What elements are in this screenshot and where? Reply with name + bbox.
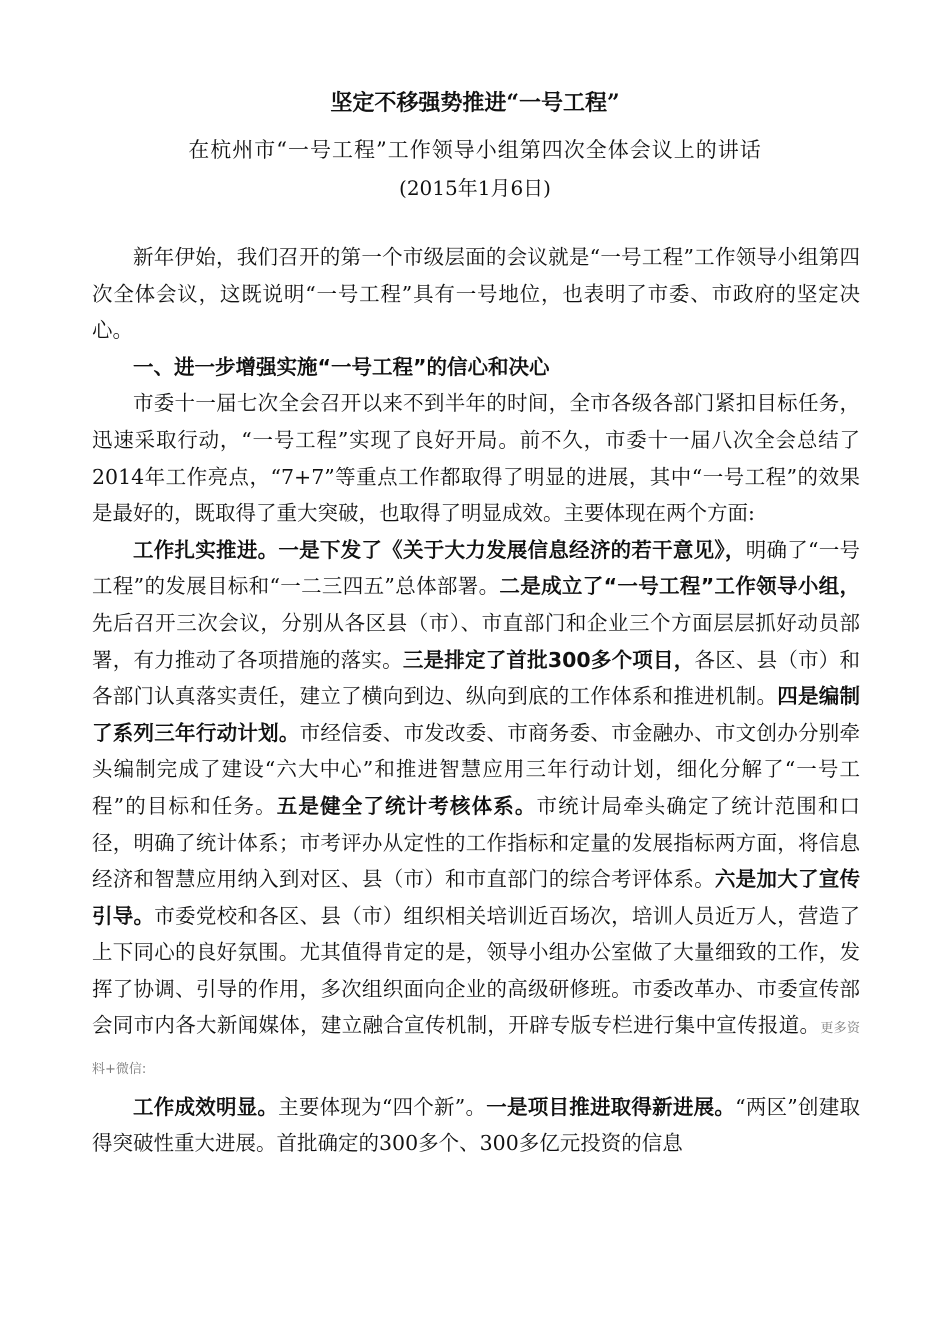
overview-paragraph: 市委十一届七次全会召开以来不到半年的时间，全市各级各部门紧扣目标任务，迅速采取行动，“一号工程”实现了良好开局。前不久，市委十一届八次全会总结了2014年工作亮点，“7+7”等重点工作都取得了明显的进展，其中“一号工程”的效果是最好的，既取得了重大突破，也取得了明显成效。主要体现在两个方面: — [92, 391, 860, 526]
point-text: 明确了“一号工程”的发展目标和“一二三四五”总体部署。 — [92, 537, 861, 599]
point-title: 五是健全了统计考核体系。 — [276, 793, 537, 818]
point-text: 市经信委、市发改委、市商务委、市金融办、市文创办分别牵头编制完成了建设“六大中心”和推进智慧应用三年行动计划，细化分解了“一号工程”的目标和任务。 — [92, 720, 861, 818]
point-title: 二是成立了“一号工程”工作领导小组， — [499, 574, 860, 599]
work-results-paragraph — [92, 1089, 860, 1162]
section-heading: 一、进一步增强实施“一号工程”的信心和决心 — [133, 354, 550, 379]
document-title: 坚定不移强势推进“一号工程” — [330, 90, 620, 116]
point-title: 四是编制了系列三年行动计划。 — [92, 684, 861, 745]
document-subtitle: 在杭州市“一号工程”工作领导小组第四次全体会议上的讲话 — [188, 138, 762, 162]
point-title: 工作成效明显。 — [133, 1094, 279, 1119]
point-text: 市统计局牵头确定了统计范围和口径，明确了统计体系；市考评办从定性的工作指标和定量的发展指标两方面，将信息经济和智慧应用纳入到对区、县（市）和市直部门的综合考评体系。 — [92, 793, 861, 892]
watermark-note: 更多资料+微信: — [92, 1021, 860, 1078]
point-text: 各区、县（市）和各部门认真落实责任，建立了横向到边、纵向到底的工作体系和推进机制。 — [92, 647, 861, 709]
point-text: “两区”创建取得突破性重大进展。首批确定的300多个、300多亿元投资的信息 — [92, 1094, 860, 1156]
point-title: 六是加大了宣传引导。 — [92, 867, 861, 928]
point-text: 主要体现为“四个新”。 — [278, 1094, 487, 1119]
work-progress-paragraph — [92, 532, 860, 1089]
point-text: 市委党校和各区、县（市）组织相关培训近百场次，培训人员近万人，营造了上下同心的良好氛围。尤其值得肯定的是，领导小组办公室做了大量细致的工作，发挥了协调、引导的作用，多次组织面向企业的高级研修班。市委改革办、市委宣传部会同市内各大新闻媒体，建立融合宣传机制，开辟专版专栏进行集中宣传报道。 — [92, 903, 861, 1038]
document-date: (2015年1月6日) — [399, 176, 551, 200]
point-text: 先后召开三次会议，分别从各区县（市）、市直部门和企业三个方面层层抓好动员部署，有力推动了各项措施的落实。 — [92, 610, 860, 672]
point-title: 一是项目推进取得新进展。 — [486, 1094, 736, 1119]
document-body — [92, 239, 860, 1162]
point-title: 三是排定了首批300多个项目， — [402, 647, 695, 672]
point-title: 工作扎实推进。一是下发了《关于大力发展信息经济的若干意见》， — [133, 537, 746, 562]
intro-paragraph: 新年伊始，我们召开的第一个市级层面的会议就是“一号工程”工作领导小组第四次全体会议，这既说明“一号工程”具有一号地位，也表明了市委、市政府的坚定决心。 — [92, 245, 860, 343]
